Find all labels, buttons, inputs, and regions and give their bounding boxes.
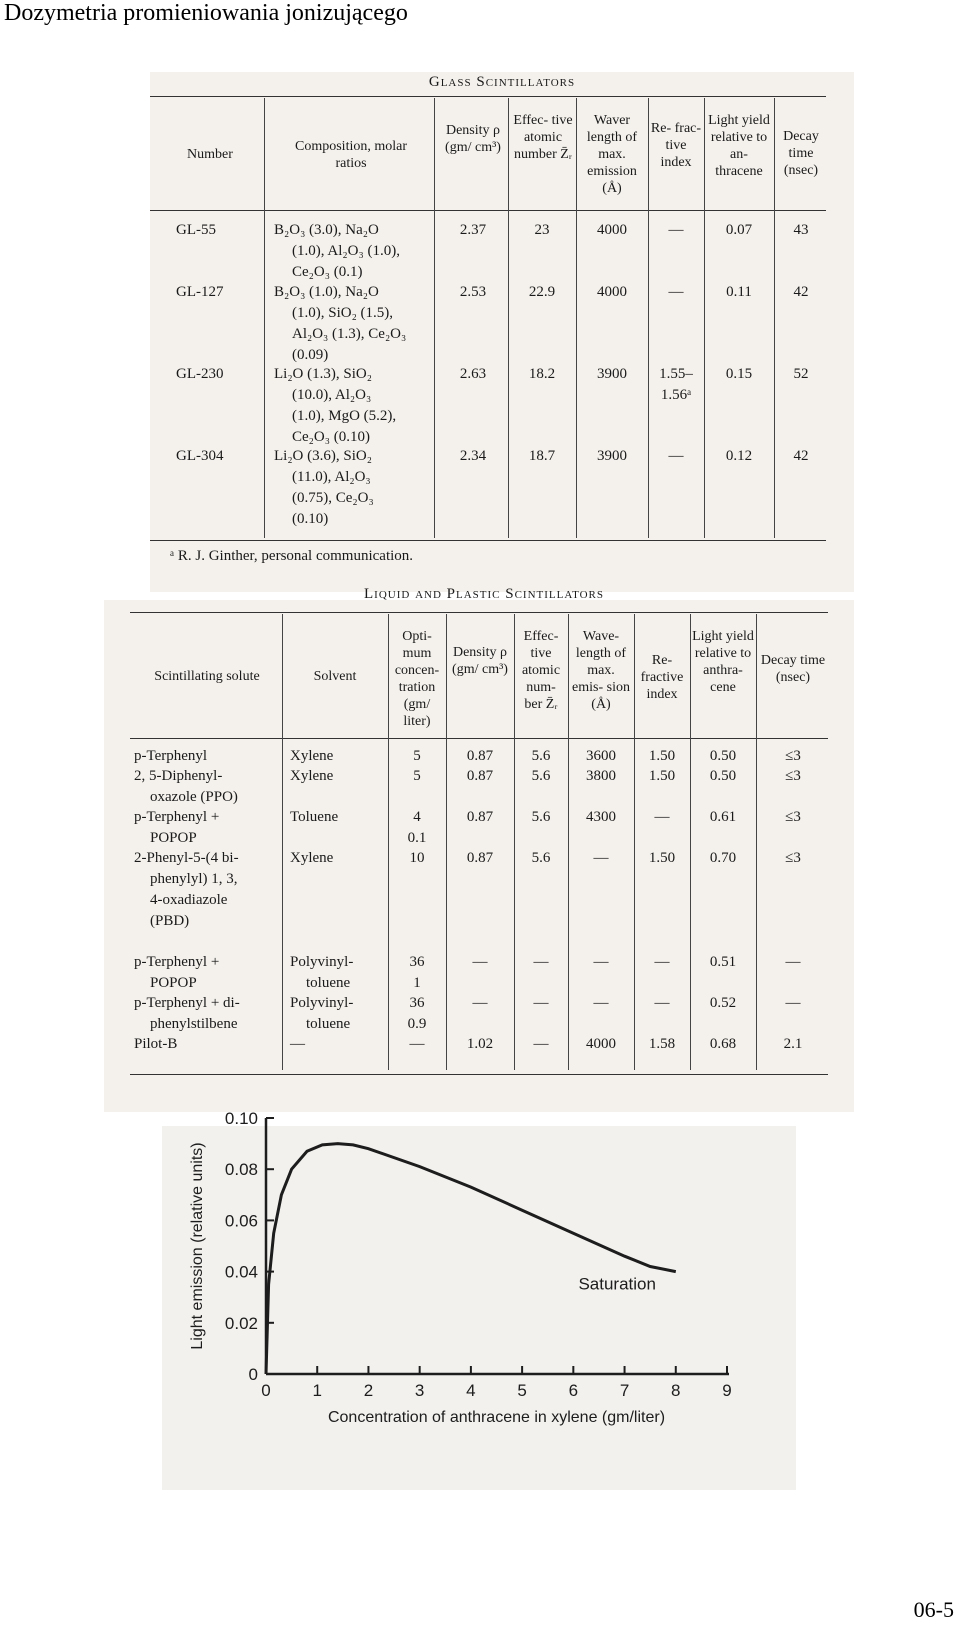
cell-conc: 36 0.9 (407, 995, 427, 1032)
column-divider (446, 614, 447, 1070)
column-divider (514, 614, 515, 1070)
saturation-annotation: Saturation (578, 1274, 656, 1294)
cell-solvent: Polyvinyl- toluene (290, 954, 354, 991)
header-number: Number (187, 147, 233, 162)
cell-light: 0.70 (709, 850, 737, 866)
cell-zeff: 5.6 (531, 768, 551, 784)
cell-decay: 42 (793, 448, 809, 464)
cell-wavelength: 4300 (586, 809, 616, 825)
cell-refractive: — (668, 222, 684, 238)
header-density: Density ρ (gm/ cm³) (445, 123, 501, 155)
cell-wavelength: 3900 (597, 448, 627, 464)
y-axis-label: Light emission (relative units) (189, 1142, 206, 1350)
cell-wavelength: — (593, 850, 609, 866)
cell-light: 0.50 (709, 768, 737, 784)
cell-density: — (472, 995, 488, 1011)
column-divider (576, 98, 577, 538)
anthracene-light-emission-chart (162, 1109, 796, 1490)
cell-conc: — (409, 1036, 425, 1052)
cell-zeff: 5.6 (531, 809, 551, 825)
cell-zeff: 18.7 (528, 448, 556, 464)
cell-composition: Li₂O (1.3), SiO₂ (10.0), Al₂O₃ (1.0), MgO (5.2), Ce₂O₃ (0.10) (274, 366, 397, 445)
cell-solute: p-Terphenyl + POPOP (134, 954, 220, 991)
cell-decay: 42 (793, 284, 809, 300)
table-rule (130, 1074, 828, 1075)
x-tick-label: 4 (466, 1381, 476, 1400)
cell-refr: 1.50 (648, 850, 676, 866)
y-tick-label: 0.10 (224, 1109, 258, 1128)
column-divider (774, 98, 775, 538)
cell-zeff: — (533, 1036, 549, 1052)
header-wavelength: Waver length of max. emission (Å) (586, 113, 638, 196)
glass-table-caption: Glass Scintillators (428, 74, 576, 90)
cell-decay: 2.1 (783, 1036, 803, 1052)
cell-solute: p-Terphenyl + di- phenylstilbene (134, 995, 240, 1032)
header-solvent: Solvent (313, 669, 357, 684)
x-tick-label: 1 (312, 1381, 322, 1400)
x-tick-label: 9 (722, 1381, 732, 1400)
table-rule (150, 96, 826, 97)
cell-light-yield: 0.11 (726, 284, 752, 300)
cell-zeff: — (533, 954, 549, 970)
y-tick-label: 0.08 (224, 1160, 258, 1180)
column-divider (690, 614, 691, 1070)
cell-composition: B₂O₃ (1.0), Na₂O (1.0), SiO₂ (1.5), Al₂O₃ (1.3), Ce₂O₃ (0.09) (274, 284, 407, 363)
cell-wavelength: — (593, 995, 609, 1011)
y-tick-label: 0 (248, 1365, 258, 1384)
header-light-yield: Light yield relative to anthra- cene (692, 629, 754, 695)
cell-zeff: — (533, 995, 549, 1011)
column-divider (508, 98, 509, 538)
cell-wavelength: 3900 (597, 366, 627, 382)
cell-conc: 36 1 (409, 954, 425, 991)
cell-decay: — (785, 954, 801, 970)
cell-decay: ≤3 (785, 768, 801, 784)
cell-solvent: Polyvinyl- toluene (290, 995, 354, 1032)
cell-conc: 5 (413, 768, 421, 784)
cell-decay: ≤3 (785, 850, 801, 866)
cell-wavelength: — (593, 954, 609, 970)
cell-zeff: 22.9 (528, 284, 556, 300)
cell-zeff: 23 (534, 222, 550, 238)
column-divider (264, 98, 265, 538)
cell-density: 0.87 (466, 850, 494, 866)
liquid-plastic-scintillators-table (104, 586, 854, 1112)
cell-solute: 2-Phenyl-5-(4 bi- phenylyl) 1, 3, 4-oxadiazole (PBD) (134, 850, 239, 929)
cell-wavelength: 4000 (597, 222, 627, 238)
cell-light: 0.52 (709, 995, 737, 1011)
cell-density: 1.02 (466, 1036, 494, 1052)
cell-conc: 5 (413, 748, 421, 764)
cell-decay: 52 (793, 366, 809, 382)
header-decay: Decay time (nsec) (783, 129, 819, 178)
x-tick-label: 6 (568, 1381, 579, 1400)
x-tick-label: 5 (517, 1381, 527, 1400)
cell-density: 2.37 (459, 222, 487, 238)
x-tick-label: 2 (363, 1381, 374, 1400)
cell-wavelength: 4000 (597, 284, 627, 300)
cell-density: 0.87 (466, 768, 494, 784)
header-light-yield: Light yield relative to an- thracene (708, 113, 770, 179)
header-wavelength: Wave- length of max. emis- sion (Å) (572, 629, 630, 712)
column-divider (388, 614, 389, 1070)
header-composition: Composition, molar ratios (295, 139, 407, 171)
cell-light: 0.68 (709, 1036, 737, 1052)
cell-density: 0.87 (466, 809, 494, 825)
header-concentration: Opti- mum concen- tration (gm/ liter) (394, 629, 440, 729)
x-tick-label: 3 (414, 1381, 425, 1400)
chart-ticks (225, 1109, 732, 1400)
cell-density: 2.34 (459, 448, 487, 464)
chart-axes (266, 1118, 729, 1374)
cell-solute: p-Terphenyl (134, 748, 208, 764)
cell-solvent: Toluene (290, 809, 339, 825)
cell-light-yield: 0.07 (725, 222, 753, 238)
y-tick-label: 0.06 (224, 1211, 258, 1231)
cell-solute: 2, 5-Diphenyl- oxazole (PPO) (134, 768, 238, 805)
y-tick-label: 0.04 (224, 1262, 258, 1282)
cell-refractive: 1.55– 1.56ᵃ (659, 366, 693, 403)
cell-density: 2.63 (459, 366, 487, 382)
cell-decay: ≤3 (785, 809, 801, 825)
cell-zeff: 18.2 (528, 366, 556, 382)
cell-number: GL-55 (176, 222, 216, 238)
cell-decay: ≤3 (785, 748, 801, 764)
x-tick-label: 8 (671, 1381, 681, 1400)
cell-composition: B₂O₃ (3.0), Na₂O (1.0), Al₂O₃ (1.0), Ce₂O₃ (0.1) (274, 222, 400, 280)
cell-zeff: 5.6 (531, 748, 551, 764)
cell-light-yield: 0.12 (725, 448, 753, 464)
cell-number: GL-230 (176, 366, 224, 382)
header-zeff: Effec- tive atomic number Z̄ᵣ (513, 113, 573, 162)
cell-wavelength: 4000 (586, 1036, 616, 1052)
cell-wavelength: 3800 (586, 768, 616, 784)
liquid-table-caption: Liquid and Plastic Scintillators (364, 586, 604, 602)
table-rule (130, 738, 828, 739)
cell-number: GL-127 (176, 284, 224, 300)
table-rule (130, 612, 828, 613)
column-divider (434, 98, 435, 538)
chart-svg (162, 1109, 796, 1490)
header-refractive: Re- frac- tive index (650, 121, 702, 170)
cell-decay: 43 (793, 222, 809, 238)
cell-density: 0.87 (466, 748, 494, 764)
document-title: Dozymetria promieniowania jonizującego (4, 0, 408, 26)
cell-refractive: — (668, 284, 684, 300)
cell-number: GL-304 (176, 448, 224, 464)
cell-zeff: 5.6 (531, 850, 551, 866)
column-divider (756, 614, 757, 1070)
header-decay: Decay time (nsec) (760, 653, 826, 685)
cell-solvent: — (290, 1036, 305, 1052)
cell-decay: — (785, 995, 801, 1011)
cell-solute: p-Terphenyl + POPOP (134, 809, 220, 846)
cell-refractive: — (668, 448, 684, 464)
cell-wavelength: 3600 (586, 748, 616, 764)
cell-solvent: Xylene (290, 768, 334, 784)
column-divider (568, 614, 569, 1070)
cell-refr: 1.50 (648, 748, 676, 764)
cell-solvent: Xylene (290, 850, 334, 866)
series-line (266, 1144, 676, 1374)
cell-conc: 4 0.1 (407, 809, 427, 846)
x-axis-label: Concentration of anthracene in xylene (gm/liter) (327, 1409, 666, 1426)
header-density: Density ρ (gm/ cm³) (452, 645, 508, 677)
cell-refr: — (654, 809, 670, 825)
cell-refr: 1.58 (648, 1036, 676, 1052)
header-solute: Scintillating solute (154, 669, 260, 684)
cell-solvent: Xylene (290, 748, 334, 764)
cell-light: 0.61 (709, 809, 737, 825)
cell-light: 0.51 (709, 954, 737, 970)
cell-refr: — (654, 995, 670, 1011)
cell-density: 2.53 (459, 284, 487, 300)
cell-composition: Li₂O (3.6), SiO₂ (11.0), Al₂O₃ (0.75), Ce₂O₃ (0.10) (274, 448, 374, 527)
cell-density: — (472, 954, 488, 970)
cell-light-yield: 0.15 (725, 366, 753, 382)
table-footnote: ᵃ R. J. Ginther, personal communication. (170, 548, 414, 564)
cell-refr: — (654, 954, 670, 970)
table-rule (150, 210, 826, 211)
column-divider (634, 614, 635, 1070)
column-divider (704, 98, 705, 538)
cell-solute: Pilot-B (134, 1036, 178, 1052)
glass-scintillators-table (150, 72, 854, 592)
cell-light: 0.50 (709, 748, 737, 764)
x-tick-label: 0 (261, 1381, 271, 1400)
y-tick-label: 0.02 (224, 1313, 258, 1333)
header-refractive: Re- fractive index (640, 653, 684, 702)
page-number: 06-5 (913, 1597, 954, 1622)
header-zeff: Effec- tive atomic num- ber Z̄ᵣ (521, 629, 561, 712)
table-rule (150, 540, 826, 541)
cell-conc: 10 (409, 850, 425, 866)
cell-refr: 1.50 (648, 768, 676, 784)
column-divider (648, 98, 649, 538)
x-tick-label: 7 (619, 1381, 630, 1400)
